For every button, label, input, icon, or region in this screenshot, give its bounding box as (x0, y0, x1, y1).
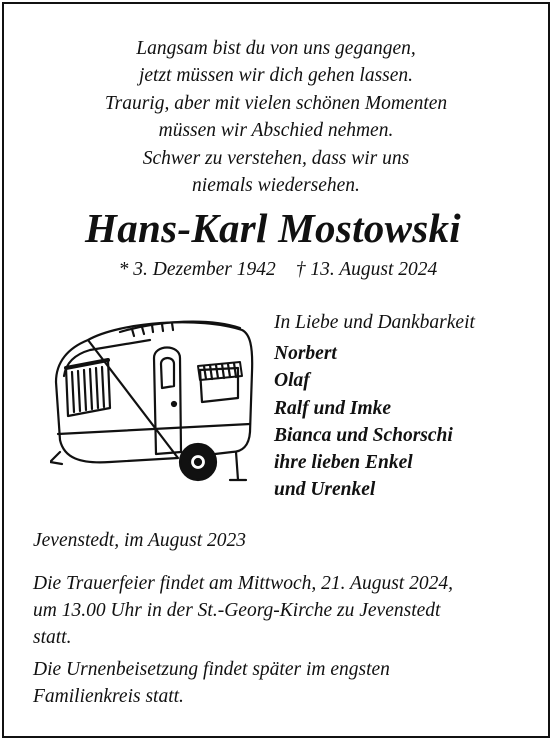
birth-date: * 3. Dezember 1942 (118, 259, 276, 280)
mourners-block (274, 309, 542, 503)
urn-line: Familienkreis statt. (33, 685, 184, 707)
mourner-name: und Urenkel (274, 479, 376, 501)
poem-line: jetzt müssen wir dich gehen lassen. (138, 65, 414, 87)
place-date: Jevenstedt, im August 2023 (33, 530, 247, 551)
mourner-name: ihre lieben Enkel (274, 452, 413, 474)
mourner-name: Olaf (274, 370, 310, 392)
mourner-name: Bianca und Schorschi (274, 424, 453, 446)
urn-line: Die Urnenbeisetzung findet später im engsten (33, 658, 390, 680)
ceremony-line: Die Trauerfeier findet am Mittwoch, 21. August 2024, (33, 573, 453, 594)
mourner-name: Norbert (274, 343, 337, 365)
death-date: † 13. August 2024 (295, 259, 438, 280)
obituary-notice (2, 2, 550, 738)
caravan-icon (50, 312, 260, 490)
deceased-name: Hans-Karl Mostowski (85, 205, 461, 251)
poem-line: Langsam bist du von uns gegangen, (136, 38, 416, 59)
life-dates (4, 256, 550, 283)
ceremony-line: statt. (33, 627, 72, 649)
poem-line: niemals wiedersehen. (192, 175, 360, 197)
poem-line: Traurig, aber mit vielen schönen Momenten (104, 92, 448, 114)
mourner-name: Ralf und Imke (274, 397, 392, 419)
funeral-info (33, 570, 543, 710)
mourners-intro: In Liebe und Dankbarkeit (274, 312, 475, 333)
poem-line: Schwer zu verstehen, dass wir uns (142, 147, 410, 169)
ceremony-line: um 13.00 Uhr in der St.-Georg-Kirche zu Jevenstedt (33, 600, 441, 622)
poem-line: müssen wir Abschied nehmen. (158, 120, 394, 142)
poem (4, 35, 548, 199)
